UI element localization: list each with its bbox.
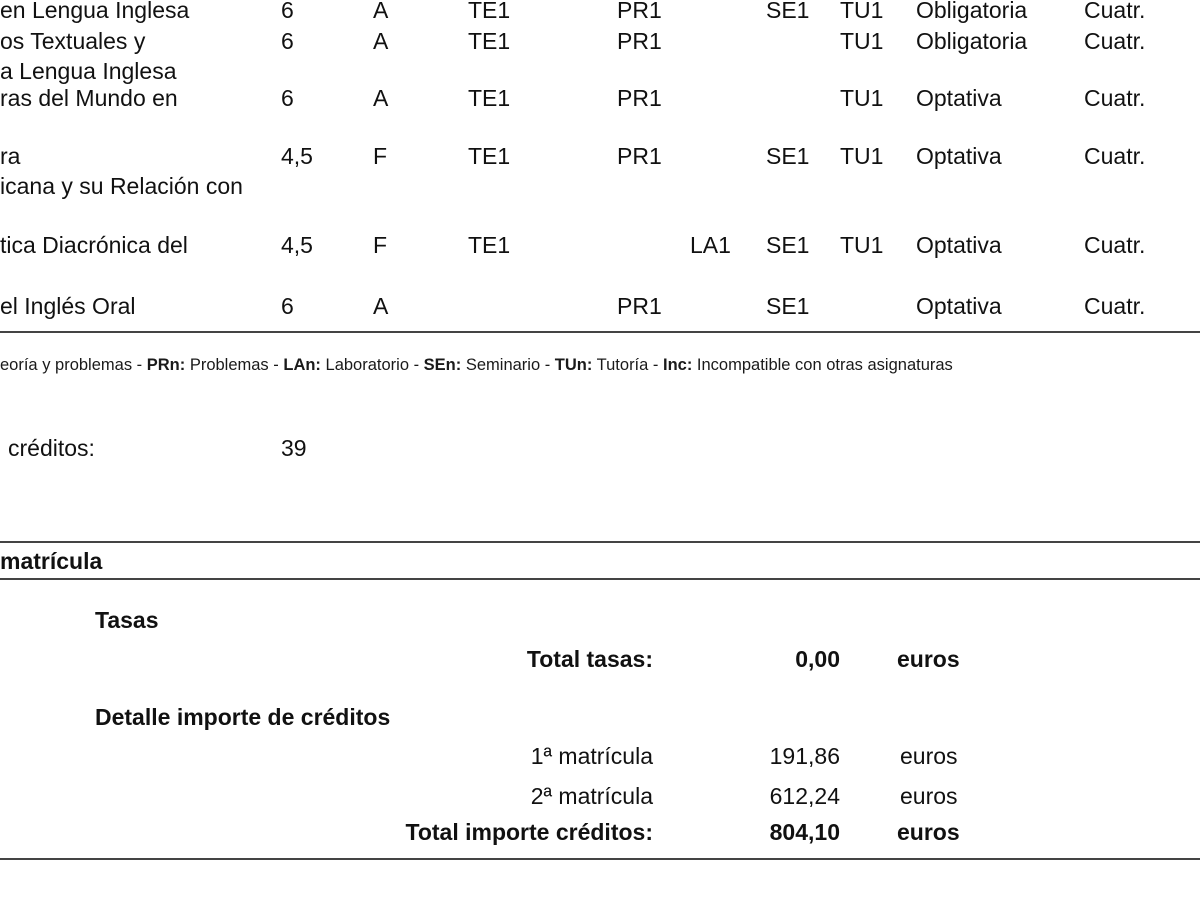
duration-cell: Cuatr. xyxy=(1084,232,1146,258)
credits-cell: 4,5 xyxy=(281,143,313,169)
duration-cell: Cuatr. xyxy=(1084,85,1146,111)
section-bottom-rule xyxy=(0,578,1200,580)
course-name: icana y su Relación con xyxy=(0,173,243,199)
problems-cell: PR1 xyxy=(617,143,662,169)
course-name: tica Diacrónica del xyxy=(0,232,188,258)
section-title: matrícula xyxy=(0,548,103,574)
legend-pr-key: PRn: xyxy=(146,356,186,374)
total-credits-value: 39 xyxy=(281,435,307,461)
table-bottom-rule xyxy=(0,331,1200,333)
theory-cell: TE1 xyxy=(468,143,511,169)
course-name: el Inglés Oral xyxy=(0,293,136,319)
legend-tu-desc: Tutoría - xyxy=(592,356,663,374)
legend-pr-desc: Problemas - xyxy=(185,356,284,374)
problems-cell: PR1 xyxy=(617,28,662,54)
course-name: a Lengua Inglesa xyxy=(0,58,177,84)
tutoring-cell: TU1 xyxy=(840,28,884,54)
legend-inc-key: Inc: xyxy=(662,356,693,374)
total-credits-amount-label: Total importe créditos: xyxy=(405,819,653,845)
duration-cell: Cuatr. xyxy=(1084,0,1146,23)
total-tasas-unit: euros xyxy=(897,646,960,672)
tutoring-cell: TU1 xyxy=(840,85,884,111)
course-type-cell: Obligatoria xyxy=(916,28,1028,54)
credits-cell: 6 xyxy=(281,293,294,319)
total-credits-label: créditos: xyxy=(8,435,95,461)
theory-cell: TE1 xyxy=(468,85,511,111)
theory-cell: TE1 xyxy=(468,232,511,258)
total-tasas-value: 0,00 xyxy=(795,646,840,672)
total-credits-amount-unit: euros xyxy=(897,819,960,845)
period-cell: A xyxy=(373,293,389,319)
problems-cell: PR1 xyxy=(617,85,662,111)
legend-la-desc: Laboratorio - xyxy=(320,356,424,374)
theory-cell: TE1 xyxy=(468,28,511,54)
tasas-heading: Tasas xyxy=(95,607,159,633)
second-enrollment-label: 2ª matrícula xyxy=(530,783,653,809)
legend-inc-desc: Incompatible con otras asignaturas xyxy=(692,356,953,374)
legend-tu-key: TUn: xyxy=(554,356,593,374)
second-enrollment-unit: euros xyxy=(900,783,958,809)
problems-cell: PR1 xyxy=(617,293,662,319)
period-cell: A xyxy=(373,0,389,23)
section-top-rule xyxy=(0,541,1200,543)
seminar-cell: SE1 xyxy=(766,232,810,258)
duration-cell: Cuatr. xyxy=(1084,143,1146,169)
tutoring-cell: TU1 xyxy=(840,143,884,169)
credits-cell: 6 xyxy=(281,85,294,111)
seminar-cell: SE1 xyxy=(766,0,810,23)
second-enrollment-value: 612,24 xyxy=(769,783,840,809)
tutoring-cell: TU1 xyxy=(840,232,884,258)
theory-cell: TE1 xyxy=(468,0,511,23)
duration-cell: Cuatr. xyxy=(1084,28,1146,54)
legend xyxy=(0,354,953,376)
course-type-cell: Obligatoria xyxy=(916,0,1028,23)
course-name: en Lengua Inglesa xyxy=(0,0,190,23)
seminar-cell: SE1 xyxy=(766,143,810,169)
period-cell: F xyxy=(373,232,388,258)
credits-cell: 6 xyxy=(281,0,294,23)
duration-cell: Cuatr. xyxy=(1084,293,1146,319)
first-enrollment-label: 1ª matrícula xyxy=(530,743,653,769)
first-enrollment-value: 191,86 xyxy=(769,743,840,769)
total-tasas-label: Total tasas: xyxy=(526,646,653,672)
lab-cell: LA1 xyxy=(690,232,731,258)
period-cell: F xyxy=(373,143,388,169)
course-type-cell: Optativa xyxy=(916,143,1002,169)
legend-te-desc: eoría y problemas - xyxy=(0,356,147,374)
fees-bottom-rule xyxy=(0,858,1200,860)
course-name: ra xyxy=(0,143,21,169)
course-name: ras del Mundo en xyxy=(0,85,178,111)
problems-cell: PR1 xyxy=(617,0,662,23)
credits-cell: 6 xyxy=(281,28,294,54)
credits-cell: 4,5 xyxy=(281,232,313,258)
course-type-cell: Optativa xyxy=(916,293,1002,319)
tutoring-cell: TU1 xyxy=(840,0,884,23)
first-enrollment-unit: euros xyxy=(900,743,958,769)
period-cell: A xyxy=(373,85,389,111)
legend-la-key: LAn: xyxy=(283,356,321,374)
period-cell: A xyxy=(373,28,389,54)
course-type-cell: Optativa xyxy=(916,232,1002,258)
course-name: os Textuales y xyxy=(0,28,146,54)
seminar-cell: SE1 xyxy=(766,293,810,319)
total-credits-amount-value: 804,10 xyxy=(769,819,840,845)
detail-heading: Detalle importe de créditos xyxy=(95,704,391,730)
course-type-cell: Optativa xyxy=(916,85,1002,111)
legend-se-desc: Seminario - xyxy=(461,356,555,374)
legend-se-key: SEn: xyxy=(423,356,462,374)
